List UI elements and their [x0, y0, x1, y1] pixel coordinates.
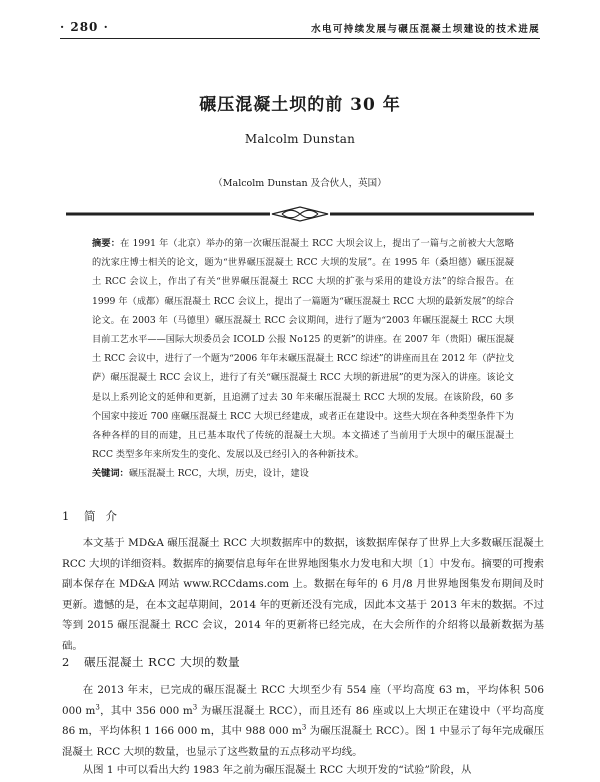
text-run: 为碾压混凝土 RCC）。图 1 中显示了每年完成碾压混凝土 RCC 大坝的数量，也显示了这些数量的五点移动平均线。: [62, 725, 544, 758]
section-number: 1: [62, 509, 70, 523]
section-heading-dam-count: [62, 654, 240, 670]
dam-count-paragraph: [62, 680, 544, 762]
keywords: [92, 466, 514, 482]
keywords-text: 碾压混凝土 RCC，大坝，历史，设计，建设: [128, 468, 309, 479]
section-title: 简介: [84, 509, 127, 523]
intro-paragraph: 本文基于 MD&A 碾压混凝土 RCC 大坝数据库中的数据，该数据库保存了世界上大多数碾压混凝土 RCC 大坝的详细资料。数据库的摘要信息每年在世界地图集水力发电和大坝〔1〕中发布。摘要的可搜索副本保存在 MD&A 网站 www.RCCdams.com 上。数据在每年的 6 月/8 月世界地图集发布期间及时更新。遗憾的是，在本文起草期间，2014 年的更新还没有完成，因此本文基于 2013 年末的数据。不过等到 2015 碾压混凝土 RCC 会议，2014 年的更新将已经完成，在大会所作的介绍将以最新数据为基础。: [62, 537, 544, 652]
running-head: [60, 20, 540, 39]
text-run: 为碾压混凝土 RCC），而且还有 86 座或以上大坝正在建设中（平均高度 86 m，平均体积 1 166 000 m: [62, 704, 544, 737]
abstract: [92, 234, 514, 464]
text-run: 在 2013 年末，已完成的碾压混凝土 RCC 大坝至少有 554 座（平均高度 63 m，平均体积 506 000 m: [62, 684, 544, 717]
article-title: 碾压混凝土坝的前 30 年: [199, 95, 401, 115]
text-run: ，其中 356 000 m: [99, 704, 193, 717]
page-number: · 280 ·: [60, 20, 109, 34]
abstract-label: 摘要：: [92, 238, 121, 249]
ornament-divider: [66, 206, 534, 222]
superscript: 3: [95, 703, 100, 712]
superscript: 3: [301, 723, 307, 732]
keywords-label: 关键词：: [92, 468, 129, 479]
text-run: ，其中 988 000 m: [210, 725, 302, 737]
figure-paragraph: 从图 1 中可以看出大约 1983 年之前为碾压混凝土 RCC 大坝开发的“试验”阶段，从: [82, 764, 472, 776]
author-name: Malcolm Dunstan: [244, 132, 356, 146]
section-number: 2: [62, 655, 70, 669]
journal-title: 水电可持续发展与碾压混凝土坝建设的技术进展: [311, 24, 540, 35]
abstract-text: 在 1991 年（北京）举办的第一次碾压混凝土 RCC 大坝会议上，提出了一篇与之前被大大忽略的沈家庄博士相关的论文，题为“世界碾压混凝土 RCC 大坝的发展”。在 1995 年（桑坦德）碾压混凝土 RCC 会议上，作出了有关“世界碾压混凝土 RCC 大坝的扩张与采用的建设方法”的综合报告。在 1999 年（成都）碾压混凝土 RCC 会议上，提出了一篇题为“碾压混凝土 RCC 大坝的最新发展”的综合论文。在 2003 年（马德里）碾压混凝土 RCC 会议期间，进行了题为“2003 年碾压混凝土 RCC 大坝目前工艺水平——国际大坝委员会 ICOLD 公报 No125 的更新”的讲座。在 2007 年（贵阳）碾压混凝土 RCC 会议中，进行了一个题为“2006 年年末碾压混凝土 RCC 综述”的讲座而且在 2012 年（萨拉戈萨）碾压混凝土 RCC 会议上，进行了有关“碾压混凝土 RCC 大坝的新进展”的更为深入的讲座。该论文是以上系列论文的延伸和更新，且追溯了过去 30 年来碾压混凝土 RCC 大坝的发展。在该阶段，60 多个国家中接近 700 座碾压混凝土 RCC 大坝已经建成，或者正在建设中。这些大坝在各种类型条件下为各种各样的目的而建，且已基本取代了传统的混凝土大坝。本文描述了当前用于大坝中的碾压混凝土 RCC 类型多年来所发生的变化、发展以及已经引入的各种新技术。: [92, 238, 514, 461]
section-heading-introduction: [62, 508, 127, 524]
section-title: 碾压混凝土 RCC 大坝的数量: [84, 655, 241, 669]
author-affiliation: （Malcolm Dunstan 及合伙人，英国）: [213, 178, 387, 189]
superscript: 3: [192, 703, 198, 712]
